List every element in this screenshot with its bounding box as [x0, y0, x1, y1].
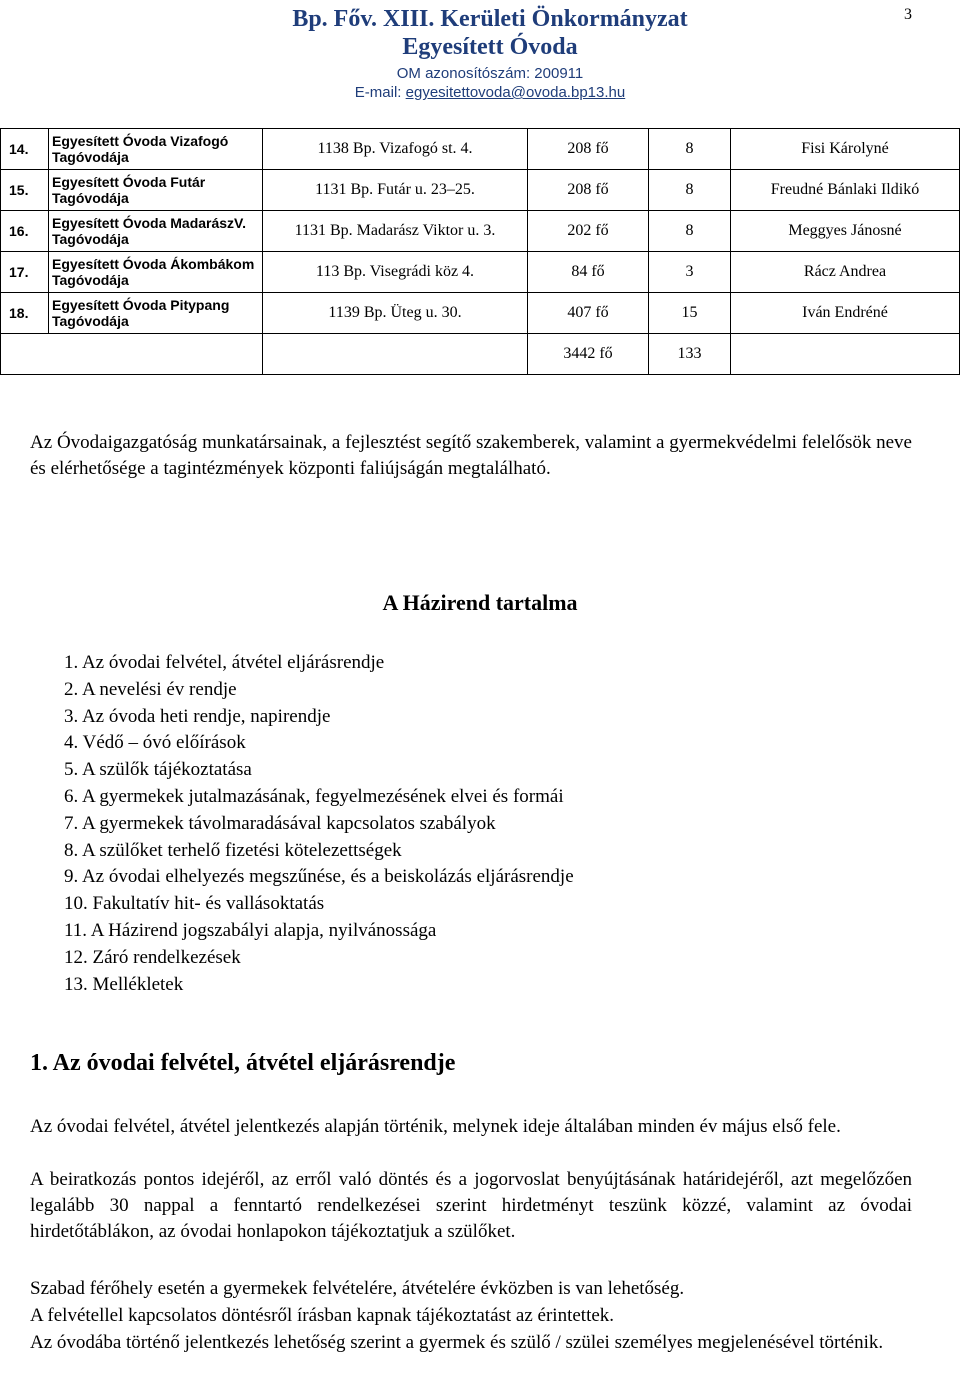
unit-children: 407 fő [528, 293, 649, 334]
unit-address: 113 Bp. Visegrádi köz 4. [263, 252, 528, 293]
unit-name: Egyesített Óvoda MadarászV. Tagóvodája [49, 211, 263, 252]
table-row [1, 252, 960, 293]
unit-groups: 15 [649, 293, 731, 334]
unit-address: 1139 Bp. Üteg u. 30. [263, 293, 528, 334]
unit-groups: 8 [649, 129, 731, 170]
unit-address: 1131 Bp. Futár u. 23–25. [263, 170, 528, 211]
list-item: 1. Az óvodai felvétel, átvétel eljárásrendje [64, 652, 385, 673]
chapter-paragraph: A beiratkozás pontos idejéről, az erről való döntés és a jogorvoslat benyújtásának határidejéről, azt megelőzően legalább 30 nappal a fenntartó rendelkezései szerint hirdetményt teszünk közzé, valamint az óvodai hirdetőtáblákon, az óvodai honlapokon tájékoztatjuk a szülőket. [30, 1169, 912, 1242]
chapter-paragraph: Szabad férőhely esetén a gyermekek felvételére, átvételére évközben is van lehetőség. [30, 1278, 685, 1299]
units-table [0, 128, 960, 375]
total-children: 3442 fő [528, 334, 649, 375]
unit-groups: 8 [649, 170, 731, 211]
list-item: 3. Az óvoda heti rendje, napirendje [64, 705, 331, 727]
letterhead-institution: Egyesített Óvoda [402, 34, 578, 60]
unit-leader: Fisi Károlyné [731, 129, 960, 170]
list-item: 13. Mellékletek [64, 973, 184, 995]
page-number: 3 [904, 6, 912, 23]
unit-leader: Iván Endréné [731, 293, 960, 334]
letterhead-office: Bp. Főv. XIII. Kerületi Önkormányzat [292, 6, 688, 32]
chapter-paragraph: A felvétellel kapcsolatos döntésről írásban kapnak tájékoztatást az érintettek. [30, 1305, 615, 1326]
list-item: 6. A gyermekek jutalmazásának, fegyelmezésének elvei és formái [64, 785, 564, 807]
intro-paragraph: Az Óvodaigazgatóság munkatársainak, a fejlesztést segítő szakemberek, valamint a gyermekvédelmi felelősök neve és elérhetősége a tagintézmények központi faliújságán megtalálható. [30, 432, 912, 479]
list-item: 12. Záró rendelkezések [64, 946, 241, 968]
contents-list [64, 650, 574, 998]
unit-leader: Rácz Andrea [731, 252, 960, 293]
letterhead-om-id: OM azonosítószám: 200911 [396, 65, 584, 82]
letterhead-email [180, 83, 800, 102]
table-row [1, 293, 960, 334]
unit-number: 17. [1, 252, 49, 293]
email-prefix: E-mail: [354, 84, 406, 101]
unit-children: 202 fő [528, 211, 649, 252]
unit-leader: Meggyes Jánosné [731, 211, 960, 252]
unit-number: 16. [1, 211, 49, 252]
list-item: 7. A gyermekek távolmaradásával kapcsolatos szabályok [64, 812, 496, 834]
email-link[interactable]: egyesitettovoda@ovoda.bp13.hu [405, 84, 626, 101]
chapter-paragraph: Az óvodai felvétel, átvétel jelentkezés alapján történik, melynek ideje általában minden év május első fele. [30, 1116, 841, 1137]
list-item: 8. A szülőket terhelő fizetési kötelezettségek [64, 839, 402, 861]
list-item: 5. A szülők tájékoztatása [64, 759, 252, 781]
unit-number: 18. [1, 293, 49, 334]
unit-number: 14. [1, 129, 49, 170]
list-item: 2. A nevelési év rendje [64, 678, 237, 700]
unit-leader: Freudné Bánlaki Ildikó [731, 170, 960, 211]
totals-row [1, 334, 960, 375]
chapter-paragraph: Az óvodába történő jelentkezés lehetőség szerint a gyermek és szülő / szülei személyes megjelenésével történik. [30, 1332, 884, 1353]
unit-name: Egyesített Óvoda Pitypang Tagóvodája [49, 293, 263, 334]
table-row [1, 129, 960, 170]
unit-children: 208 fő [528, 170, 649, 211]
unit-groups: 8 [649, 211, 731, 252]
unit-groups: 3 [649, 252, 731, 293]
list-item: 4. Védő – óvó előírások [64, 732, 246, 754]
list-item: 9. Az óvodai elhelyezés megszűnése, és a beiskolázás eljárásrendje [64, 866, 574, 888]
table-row [1, 170, 960, 211]
totals-empty-leader [731, 334, 960, 375]
contents-title: A Házirend tartalma [382, 590, 578, 615]
unit-children: 208 fő [528, 129, 649, 170]
letterhead [180, 6, 800, 102]
unit-number: 15. [1, 170, 49, 211]
unit-address: 1138 Bp. Vizafogó st. 4. [263, 129, 528, 170]
unit-name: Egyesített Óvoda Ákombákom Tagóvodája [49, 252, 263, 293]
unit-children: 84 fő [528, 252, 649, 293]
chapter-title: 1. Az óvodai felvétel, átvétel eljárásrendje [30, 1050, 456, 1076]
unit-name: Egyesített Óvoda Futár Tagóvodája [49, 170, 263, 211]
list-item: 10. Fakultatív hit- és vallásoktatás [64, 893, 325, 915]
table-row [1, 211, 960, 252]
unit-address: 1131 Bp. Madarász Viktor u. 3. [263, 211, 528, 252]
list-item: 11. A Házirend jogszabályi alapja, nyilvánossága [64, 919, 437, 941]
total-groups: 133 [649, 334, 731, 375]
unit-name: Egyesített Óvoda Vizafogó Tagóvodája [49, 129, 263, 170]
totals-empty-cell [1, 334, 263, 375]
totals-empty-address [263, 334, 528, 375]
